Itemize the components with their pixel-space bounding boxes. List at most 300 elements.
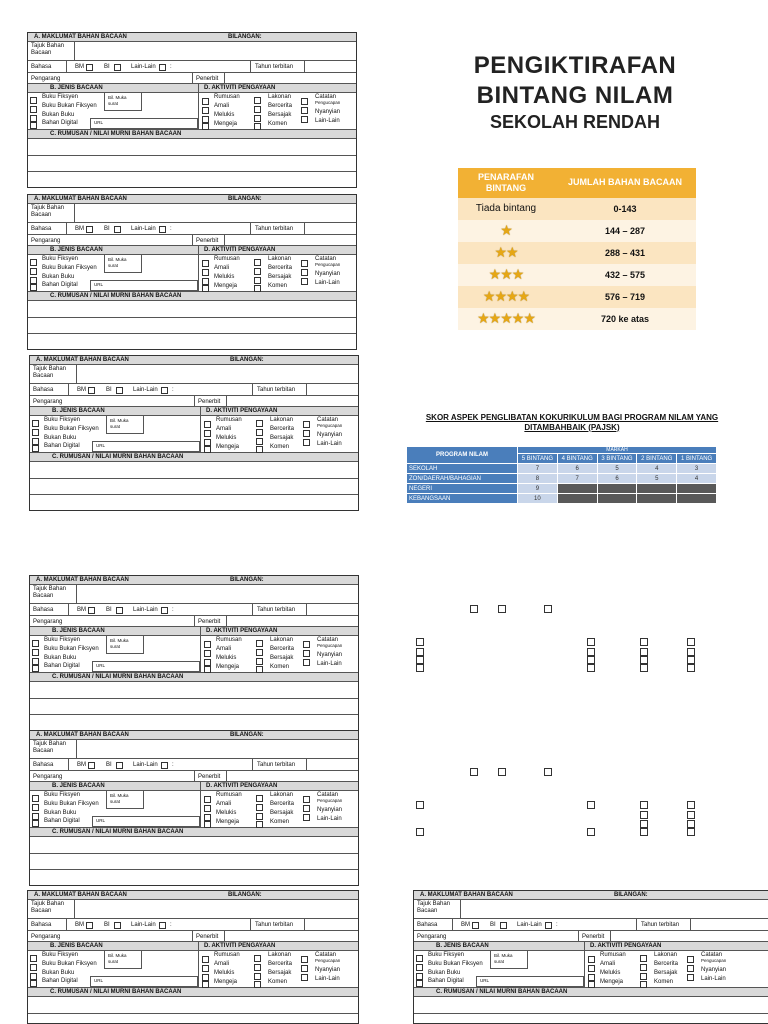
checkbox[interactable] <box>687 638 695 646</box>
fiksyen-checkbox[interactable] <box>30 955 37 962</box>
fiksyen-label: Buku Fiksyen <box>44 792 81 798</box>
tahun-label: Tahun terbitan <box>257 387 296 393</box>
section-b-title: B. JENIS BACAAN <box>52 628 105 634</box>
catatan-checkbox[interactable] <box>687 956 694 963</box>
lain2-checkbox[interactable] <box>301 278 308 285</box>
fiksyen-checkbox[interactable] <box>32 640 39 647</box>
url-label: URL <box>96 818 106 823</box>
checkbox[interactable] <box>498 768 506 776</box>
pengucapan-label: Pengucapan <box>317 643 343 648</box>
bm-checkbox[interactable] <box>86 64 93 71</box>
lain-label: Lain-Lain <box>133 387 158 393</box>
lain-label: Lain-Lain <box>517 922 542 928</box>
section-a-header <box>28 33 356 42</box>
nyanyian-checkbox[interactable] <box>301 107 308 114</box>
amali-checkbox[interactable] <box>202 107 209 114</box>
section-c-title: C. RUMUSAN / NILAI MURNI BAHAN BACAAN <box>52 674 184 680</box>
skor-row-name: KEBANGSAAN <box>407 494 518 504</box>
digital-label: Bahan Digital <box>42 978 78 984</box>
lain2-label: Lain-Lain <box>701 976 726 982</box>
digital-checkbox[interactable] <box>32 820 39 827</box>
lakonan-checkbox[interactable] <box>256 795 263 802</box>
rumusan-line-1[interactable] <box>414 997 768 1014</box>
reading-record-form <box>29 575 359 731</box>
fiksyen-checkbox[interactable] <box>32 795 39 802</box>
penerbit-label: Penerbit <box>582 934 605 940</box>
checkbox[interactable] <box>470 768 478 776</box>
bm-label: BM <box>77 387 86 393</box>
checkbox[interactable] <box>416 828 424 836</box>
nyanyian-checkbox[interactable] <box>303 430 310 437</box>
rumusan-line-2[interactable] <box>30 699 358 715</box>
bacaan-label: Bacaan <box>33 373 54 379</box>
rumusan-line-3[interactable] <box>28 172 356 187</box>
bukan-fiksyen-label: Buku Bukan Fiksyen <box>42 103 97 109</box>
komen-checkbox[interactable] <box>254 981 261 988</box>
rumusan-line-1[interactable] <box>28 301 356 318</box>
bi-checkbox[interactable] <box>114 64 121 71</box>
lain-label: Lain-Lain <box>131 226 156 232</box>
rating-row <box>458 220 696 242</box>
lain-colon: : <box>170 922 172 928</box>
skor-col-header: 3 BINTANG <box>597 454 637 464</box>
lain-checkbox[interactable] <box>161 387 168 394</box>
checkbox[interactable] <box>498 605 506 613</box>
bahasa-row <box>28 919 358 931</box>
bukan-fiksyen-checkbox[interactable] <box>32 429 39 436</box>
melukis-label: Melukis <box>216 435 237 441</box>
catatan-checkbox[interactable] <box>301 98 308 105</box>
url-box[interactable] <box>90 976 198 987</box>
digital-label: Bahan Digital <box>42 282 78 288</box>
rating-stars-cell <box>458 242 554 264</box>
rumusan-checkbox[interactable] <box>202 98 209 105</box>
bilangan-label: BILANGAN: <box>228 196 262 202</box>
skor-row <box>407 474 717 484</box>
checkbox[interactable] <box>544 605 552 613</box>
pengucapan-label: Pengucapan <box>315 262 341 267</box>
star-icon: ★ <box>500 222 512 239</box>
melukis-checkbox[interactable] <box>204 814 211 821</box>
rumusan-line-1[interactable] <box>28 139 356 156</box>
rumusan-line-3[interactable] <box>30 495 358 510</box>
pengarang-label: Pengarang <box>33 619 63 625</box>
section-a-header <box>30 576 358 585</box>
skor-value <box>557 484 597 494</box>
bm-checkbox[interactable] <box>88 762 95 769</box>
bahasa-label: Bahasa <box>417 922 438 928</box>
bi-checkbox[interactable] <box>116 387 123 394</box>
rating-header-right: JUMLAH BAHAN BACAAN <box>554 168 696 198</box>
lain-colon: : <box>172 607 174 613</box>
melukis-checkbox[interactable] <box>204 439 211 446</box>
melukis-checkbox[interactable] <box>588 974 595 981</box>
mengeja-label: Mengeja <box>216 819 240 825</box>
lain2-checkbox[interactable] <box>303 659 310 666</box>
url-box[interactable] <box>92 661 200 672</box>
checkbox[interactable] <box>640 656 648 664</box>
checkbox[interactable] <box>416 801 424 809</box>
rating-range: 288 – 431 <box>554 242 696 264</box>
rating-row <box>458 308 696 330</box>
amali-checkbox[interactable] <box>202 965 209 972</box>
bersajak-checkbox[interactable] <box>254 277 261 284</box>
rumusan-line-1[interactable] <box>30 462 358 479</box>
fiksyen-checkbox[interactable] <box>30 97 37 104</box>
rumusan-checkbox[interactable] <box>202 956 209 963</box>
tajuk-label: Tajuk Bahan <box>33 586 67 592</box>
url-label: URL <box>96 663 106 668</box>
digital-checkbox[interactable] <box>30 284 37 291</box>
tajuk-row <box>414 900 768 919</box>
bil-muka-label: Bil. Muka <box>110 638 129 643</box>
url-box[interactable] <box>476 976 584 987</box>
nyanyian-checkbox[interactable] <box>687 965 694 972</box>
rumusan-line-1[interactable] <box>28 997 358 1014</box>
mengeja-checkbox[interactable] <box>202 981 209 988</box>
bukan-fiksyen-checkbox[interactable] <box>30 106 37 113</box>
rumusan-checkbox[interactable] <box>204 641 211 648</box>
pengucapan-label: Pengucapan <box>701 958 727 963</box>
bm-checkbox[interactable] <box>88 607 95 614</box>
rumusan-line-3[interactable] <box>30 870 358 885</box>
melukis-checkbox[interactable] <box>202 116 209 123</box>
skor-value <box>637 494 677 504</box>
rumusan-line-1[interactable] <box>30 682 358 699</box>
lain-checkbox[interactable] <box>545 922 552 929</box>
section-b-title: B. JENIS BACAAN <box>50 943 103 949</box>
nyanyian-checkbox[interactable] <box>301 269 308 276</box>
bercerita-checkbox[interactable] <box>256 804 263 811</box>
section-d-title: D. AKTIVITI PENGAYAAN <box>206 783 278 789</box>
komen-checkbox[interactable] <box>256 666 263 673</box>
lakonan-label: Lakonan <box>654 952 678 958</box>
lain-checkbox[interactable] <box>159 64 166 71</box>
skor-col-header: 5 BINTANG <box>518 454 558 464</box>
rumusan-line-1[interactable] <box>30 837 358 854</box>
lain2-checkbox[interactable] <box>301 974 308 981</box>
section-a-header <box>30 731 358 740</box>
bercerita-label: Bercerita <box>270 646 295 652</box>
bukan-fiksyen-checkbox[interactable] <box>30 964 37 971</box>
fiksyen-label: Buku Fiksyen <box>44 637 81 643</box>
checkbox[interactable] <box>416 656 424 664</box>
rumusan-checkbox[interactable] <box>204 421 211 428</box>
lakonan-checkbox[interactable] <box>254 97 261 104</box>
reading-record-form <box>413 890 768 1024</box>
mengeja-label: Mengeja <box>214 979 238 985</box>
bercerita-checkbox[interactable] <box>254 106 261 113</box>
bercerita-checkbox[interactable] <box>640 964 647 971</box>
rumusan-line-2[interactable] <box>414 1014 768 1024</box>
star-icon: ★★★★★ <box>477 310 535 327</box>
rumusan-line-2[interactable] <box>30 854 358 870</box>
bd-content <box>30 416 358 453</box>
section-a-header <box>28 891 358 900</box>
bukan-buku-checkbox[interactable] <box>30 973 37 980</box>
checkbox[interactable] <box>416 664 424 672</box>
checkbox[interactable] <box>640 801 648 809</box>
amali-label: Amali <box>214 265 230 271</box>
komen-checkbox[interactable] <box>256 821 263 828</box>
checkbox[interactable] <box>416 648 424 656</box>
lain2-checkbox[interactable] <box>687 974 694 981</box>
bm-checkbox[interactable] <box>86 226 93 233</box>
checkbox[interactable] <box>640 638 648 646</box>
bi-checkbox[interactable] <box>114 922 121 929</box>
section-a-header <box>414 891 768 900</box>
rumusan-line-2[interactable] <box>28 318 356 334</box>
section-b-title: B. JENIS BACAAN <box>50 85 103 91</box>
bersajak-checkbox[interactable] <box>254 115 261 122</box>
lain-checkbox[interactable] <box>159 922 166 929</box>
bersajak-label: Bersajak <box>654 970 678 976</box>
section-d-title: D. AKTIVITI PENGAYAAN <box>590 943 662 949</box>
nyanyian-checkbox[interactable] <box>301 965 308 972</box>
digital-label: Bahan Digital <box>44 663 80 669</box>
nyanyian-label: Nyanyian <box>315 271 341 277</box>
lakonan-checkbox[interactable] <box>254 955 261 962</box>
digital-label: Bahan Digital <box>44 443 80 449</box>
komen-checkbox[interactable] <box>640 981 647 988</box>
checkbox[interactable] <box>640 828 648 836</box>
bercerita-label: Bercerita <box>654 961 679 967</box>
lain2-checkbox[interactable] <box>303 814 310 821</box>
bukan-buku-checkbox[interactable] <box>32 813 39 820</box>
bersajak-checkbox[interactable] <box>254 973 261 980</box>
bilangan-label: BILANGAN: <box>230 577 264 583</box>
checkbox[interactable] <box>640 811 648 819</box>
digital-checkbox[interactable] <box>30 980 37 987</box>
checkbox[interactable] <box>687 656 695 664</box>
pengarang-row <box>414 931 768 942</box>
bercerita-label: Bercerita <box>270 426 295 432</box>
checkbox[interactable] <box>640 648 648 656</box>
bi-checkbox[interactable] <box>116 762 123 769</box>
komen-label: Komen <box>270 444 290 450</box>
section-d-title: D. AKTIVITI PENGAYAAN <box>206 628 278 634</box>
digital-checkbox[interactable] <box>30 122 37 129</box>
melukis-checkbox[interactable] <box>202 974 209 981</box>
checkbox[interactable] <box>587 801 595 809</box>
bm-checkbox[interactable] <box>472 922 479 929</box>
melukis-checkbox[interactable] <box>202 278 209 285</box>
url-box[interactable] <box>92 816 200 827</box>
rumusan-label: Rumusan <box>216 417 242 423</box>
skor-value: 7 <box>518 464 558 474</box>
lakonan-checkbox[interactable] <box>256 640 263 647</box>
checkbox[interactable] <box>587 638 595 646</box>
checkbox[interactable] <box>587 828 595 836</box>
star-icon: ★★ <box>494 244 518 261</box>
bi-checkbox[interactable] <box>114 226 121 233</box>
catatan-checkbox[interactable] <box>303 641 310 648</box>
komen-checkbox[interactable] <box>254 285 261 292</box>
section-c-header <box>414 988 768 997</box>
rating-stars-cell <box>458 308 554 330</box>
lain-checkbox[interactable] <box>161 607 168 614</box>
rumusan-checkbox[interactable] <box>204 796 211 803</box>
checkbox[interactable] <box>687 664 695 672</box>
bercerita-checkbox[interactable] <box>254 268 261 275</box>
digital-checkbox[interactable] <box>32 445 39 452</box>
bacaan-label: Bacaan <box>33 748 54 754</box>
checkbox[interactable] <box>470 605 478 613</box>
amali-checkbox[interactable] <box>204 430 211 437</box>
bersajak-checkbox[interactable] <box>256 658 263 665</box>
bersajak-checkbox[interactable] <box>256 438 263 445</box>
checkbox[interactable] <box>687 801 695 809</box>
section-c-header <box>28 130 356 139</box>
nyanyian-label: Nyanyian <box>701 967 727 973</box>
rumusan-checkbox[interactable] <box>202 260 209 267</box>
rumusan-line-3[interactable] <box>30 715 358 730</box>
lakonan-label: Lakonan <box>270 792 294 798</box>
section-c-title: C. RUMUSAN / NILAI MURNI BAHAN BACAAN <box>50 293 182 299</box>
lain2-checkbox[interactable] <box>301 116 308 123</box>
bukan-fiksyen-checkbox[interactable] <box>32 804 39 811</box>
catatan-checkbox[interactable] <box>301 956 308 963</box>
checkbox[interactable] <box>687 820 695 828</box>
checkbox[interactable] <box>587 648 595 656</box>
nyanyian-checkbox[interactable] <box>303 650 310 657</box>
bi-checkbox[interactable] <box>116 607 123 614</box>
amali-checkbox[interactable] <box>204 650 211 657</box>
lain-checkbox[interactable] <box>159 226 166 233</box>
nyanyian-label: Nyanyian <box>317 652 343 658</box>
bukan-buku-checkbox[interactable] <box>30 115 37 122</box>
section-c-title: C. RUMUSAN / NILAI MURNI BAHAN BACAAN <box>52 454 184 460</box>
bm-checkbox[interactable] <box>86 922 93 929</box>
mengeja-checkbox[interactable] <box>202 123 209 130</box>
bukan-buku-checkbox[interactable] <box>416 973 423 980</box>
rumusan-line-2[interactable] <box>28 1014 358 1024</box>
checkbox[interactable] <box>416 638 424 646</box>
lakonan-checkbox[interactable] <box>256 420 263 427</box>
rumusan-line-2[interactable] <box>30 479 358 495</box>
bukan-buku-label: Bukan Buku <box>44 810 77 816</box>
melukis-label: Melukis <box>600 970 621 976</box>
lain-checkbox[interactable] <box>161 762 168 769</box>
catatan-label: Catatan <box>317 792 339 798</box>
mengeja-checkbox[interactable] <box>202 285 209 292</box>
lakonan-checkbox[interactable] <box>640 955 647 962</box>
bukan-buku-checkbox[interactable] <box>32 438 39 445</box>
bukan-fiksyen-checkbox[interactable] <box>416 964 423 971</box>
checkbox[interactable] <box>544 768 552 776</box>
bi-label: BI <box>104 226 110 232</box>
bukan-buku-checkbox[interactable] <box>32 658 39 665</box>
bahasa-label: Bahasa <box>31 64 52 70</box>
digital-checkbox[interactable] <box>416 980 423 987</box>
bukan-buku-checkbox[interactable] <box>30 277 37 284</box>
bersajak-label: Bersajak <box>270 435 294 441</box>
surat-label: surat <box>494 959 505 964</box>
bm-checkbox[interactable] <box>88 387 95 394</box>
bi-label: BI <box>106 607 112 613</box>
nyanyian-checkbox[interactable] <box>303 805 310 812</box>
melukis-checkbox[interactable] <box>204 659 211 666</box>
section-c-title: C. RUMUSAN / NILAI MURNI BAHAN BACAAN <box>52 829 184 835</box>
tajuk-label: Tajuk Bahan <box>33 741 67 747</box>
bercerita-checkbox[interactable] <box>256 429 263 436</box>
mengeja-label: Mengeja <box>216 664 240 670</box>
penerbit-label: Penerbit <box>196 238 219 244</box>
catatan-checkbox[interactable] <box>301 260 308 267</box>
url-label: URL <box>96 443 106 448</box>
amali-label: Amali <box>216 801 232 807</box>
checkbox[interactable] <box>640 820 648 828</box>
fiksyen-checkbox[interactable] <box>416 955 423 962</box>
tajuk-row <box>28 204 356 223</box>
lain-colon: : <box>172 762 174 768</box>
fiksyen-checkbox[interactable] <box>30 259 37 266</box>
bil-muka-label: Bil. Muka <box>494 953 513 958</box>
fiksyen-checkbox[interactable] <box>32 420 39 427</box>
surat-label: surat <box>108 101 119 106</box>
mengeja-checkbox[interactable] <box>204 821 211 828</box>
amali-checkbox[interactable] <box>588 965 595 972</box>
section-d-title: D. AKTIVITI PENGAYAAN <box>206 408 278 414</box>
checkbox[interactable] <box>687 811 695 819</box>
skor-value <box>677 494 717 504</box>
mengeja-checkbox[interactable] <box>204 666 211 673</box>
url-box[interactable] <box>90 118 198 129</box>
rating-label: Tiada bintang <box>475 203 537 215</box>
url-box[interactable] <box>90 280 198 291</box>
digital-checkbox[interactable] <box>32 665 39 672</box>
tajuk-row <box>30 585 358 604</box>
rumusan-checkbox[interactable] <box>588 956 595 963</box>
bukan-fiksyen-checkbox[interactable] <box>32 649 39 656</box>
checkbox[interactable] <box>687 828 695 836</box>
skor-value: 6 <box>557 464 597 474</box>
mengeja-checkbox[interactable] <box>204 446 211 453</box>
reading-record-form <box>27 32 357 188</box>
komen-checkbox[interactable] <box>256 446 263 453</box>
skor-value: 9 <box>518 484 558 494</box>
bercerita-checkbox[interactable] <box>254 964 261 971</box>
checkbox[interactable] <box>587 664 595 672</box>
bercerita-checkbox[interactable] <box>256 649 263 656</box>
tahun-label: Tahun terbitan <box>257 762 296 768</box>
amali-checkbox[interactable] <box>202 269 209 276</box>
bersajak-checkbox[interactable] <box>256 813 263 820</box>
bi-checkbox[interactable] <box>500 922 507 929</box>
amali-checkbox[interactable] <box>204 805 211 812</box>
url-box[interactable] <box>92 441 200 452</box>
catatan-checkbox[interactable] <box>303 421 310 428</box>
lakonan-label: Lakonan <box>270 637 294 643</box>
lakonan-checkbox[interactable] <box>254 259 261 266</box>
bersajak-label: Bersajak <box>268 274 292 280</box>
section-d-title: D. AKTIVITI PENGAYAAN <box>204 85 276 91</box>
bersajak-checkbox[interactable] <box>640 973 647 980</box>
checkbox[interactable] <box>640 664 648 672</box>
bukan-fiksyen-checkbox[interactable] <box>30 268 37 275</box>
mengeja-label: Mengeja <box>216 444 240 450</box>
lain2-checkbox[interactable] <box>303 439 310 446</box>
rumusan-line-2[interactable] <box>28 156 356 172</box>
rumusan-line-3[interactable] <box>28 334 356 349</box>
komen-checkbox[interactable] <box>254 123 261 130</box>
catatan-checkbox[interactable] <box>303 796 310 803</box>
checkbox[interactable] <box>587 656 595 664</box>
nyanyian-label: Nyanyian <box>315 967 341 973</box>
mengeja-checkbox[interactable] <box>588 981 595 988</box>
checkbox[interactable] <box>687 648 695 656</box>
bahasa-label: Bahasa <box>33 762 54 768</box>
